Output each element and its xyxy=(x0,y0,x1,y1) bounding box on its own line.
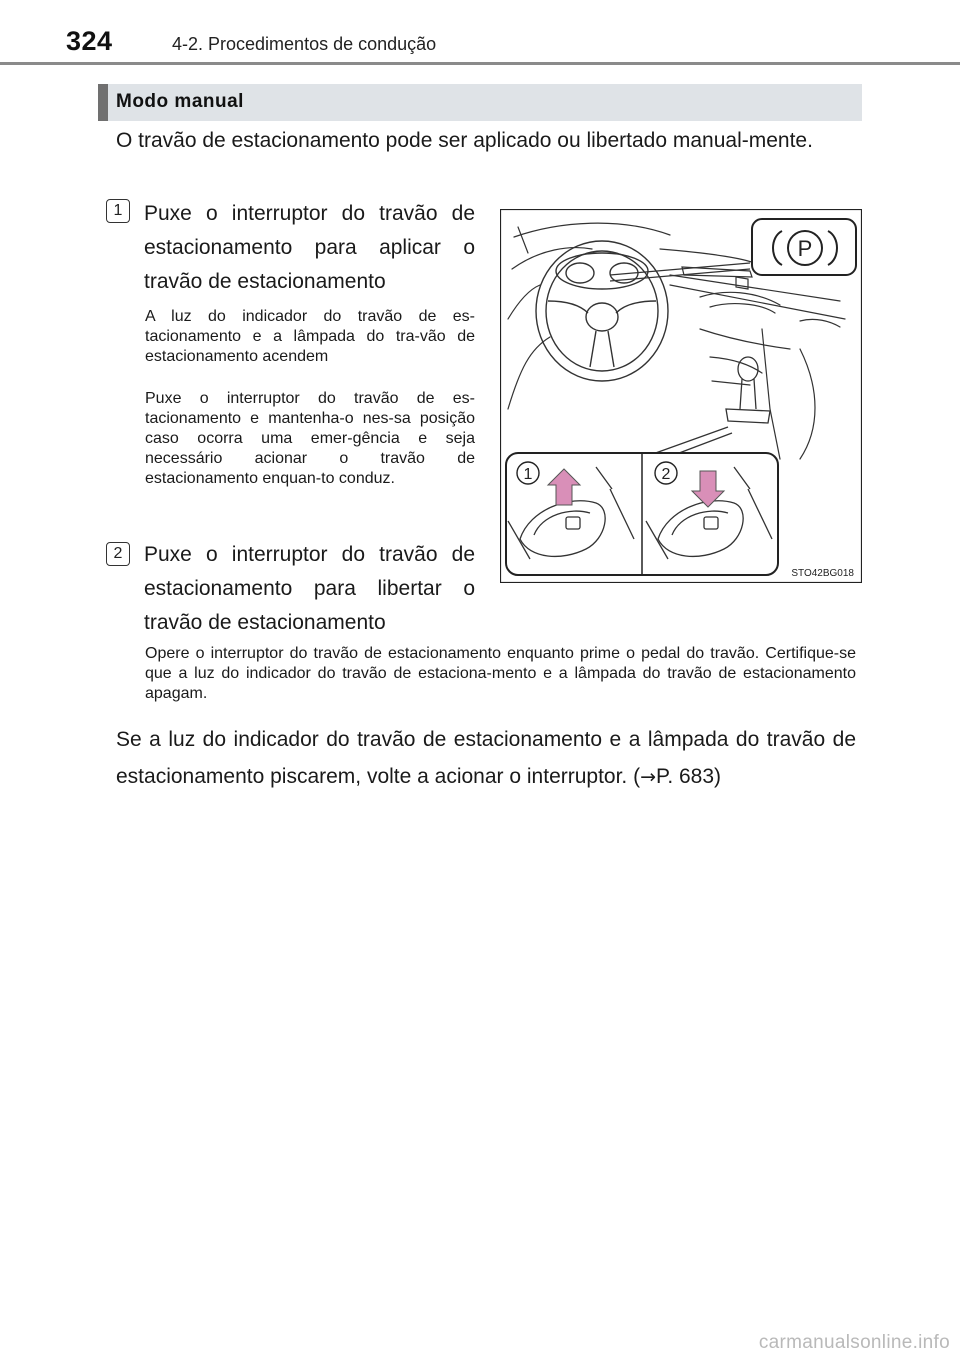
parking-brake-illustration xyxy=(500,209,862,583)
subheading-accent-bar xyxy=(98,84,108,121)
callout-1-label: 1 xyxy=(523,466,533,483)
page-header xyxy=(0,0,960,66)
step-1-note-1: A luz do indicador do travão de es-tacionamento e a lâmpada do tra-vão de estacionamento acendem xyxy=(145,308,475,365)
step-2-instruction: Puxe o interruptor do travão de estacionamento para libertar o travão de estacionamento xyxy=(144,543,475,634)
closing-paragraph xyxy=(116,721,856,796)
step-1-note-2: Puxe o interruptor do travão de es-tacionamento e mantenha-o nes-sa posição caso ocorra uma emer-gência e seja necessário acionar o travão de estacionamento enquan-to conduz. xyxy=(145,390,475,487)
step-2-note-1: Opere o interruptor do travão de estacionamento enquanto prime o pedal do travão. Certifique-se que a luz do indicador do travão de estaciona-mento e a lâmpada do travão de estacionamento apagam. xyxy=(145,645,856,702)
page-reference-arrow: → xyxy=(640,766,657,788)
subheading-title: Modo manual xyxy=(116,91,244,112)
step-1-number-badge: 1 xyxy=(106,199,130,223)
step-2-number-badge: 2 xyxy=(106,542,130,566)
watermark: carmanualsonline.info xyxy=(758,1332,950,1353)
callout-2-label: 2 xyxy=(661,466,671,483)
page-reference-link[interactable]: P. 683) xyxy=(656,765,722,788)
closing-text: Se a luz do indicador do travão de estacionamento e a lâmpada do travão de estacionamento piscarem, volte a acionar o interruptor. ( xyxy=(116,728,856,788)
intro-paragraph: O travão de estacionamento pode ser aplicado ou libertado manual-mente. xyxy=(116,129,813,152)
parking-symbol-letter: P xyxy=(797,236,813,261)
subheading-banner xyxy=(98,84,862,121)
parking-brake-illustration-drawing xyxy=(500,209,862,583)
header-divider xyxy=(0,62,960,65)
page-number: 324 xyxy=(66,26,113,56)
step-1-instruction: Puxe o interruptor do travão de estacionamento para aplicar o travão de estacionamento xyxy=(144,202,475,293)
figure-code: STO42BG018 xyxy=(791,568,854,579)
section-title: 4-2. Procedimentos de condução xyxy=(172,34,437,54)
